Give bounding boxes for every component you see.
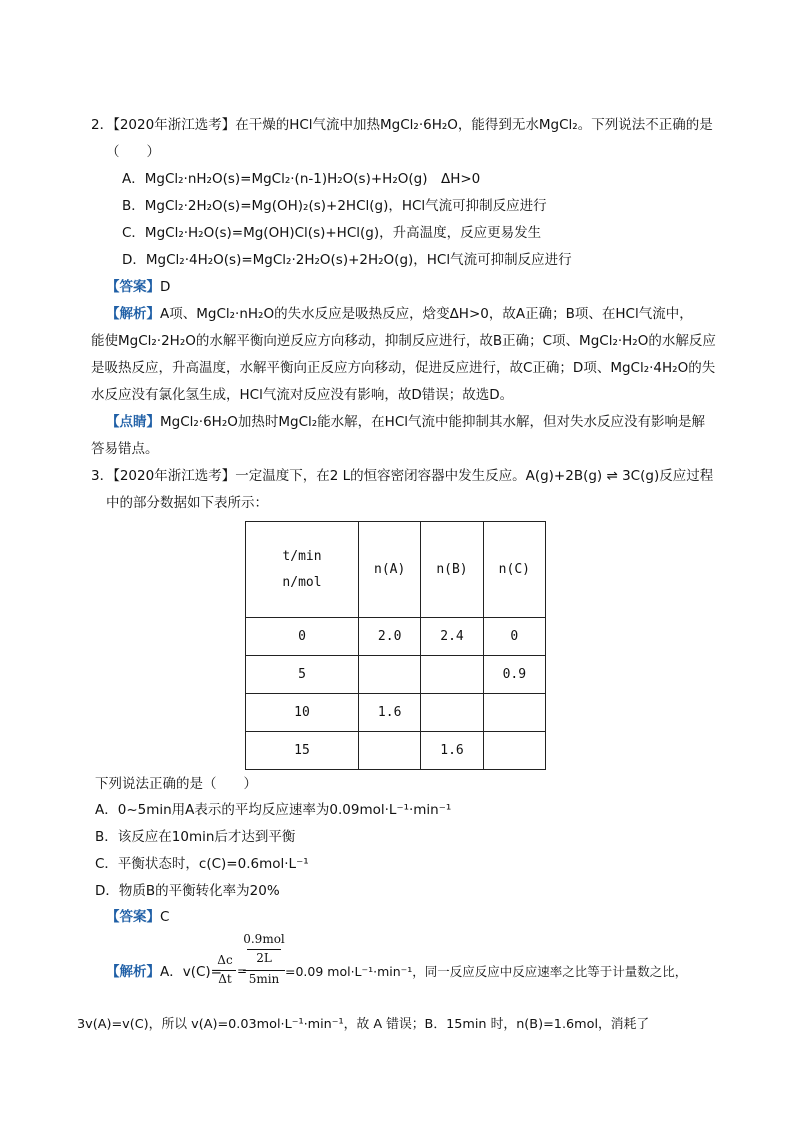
answer-tag: 【答案】 (106, 279, 160, 295)
q2-answer (106, 278, 170, 296)
q2-analysis-line-4: 水反应没有氯化氢生成，HCl气流对反应没有影响，故D错误；故选D。 (91, 387, 514, 403)
q2-point-line-2: 答易错点。 (91, 441, 159, 457)
fraction-bar (214, 970, 236, 971)
table-cell (483, 694, 545, 732)
table-cell (483, 732, 545, 770)
q2-option-d: D．MgCl₂·4H₂O(s)=MgCl₂·2H₂O(s)+2H₂O(g)，HCl气流可抑制反应进行 (122, 252, 572, 268)
q3-question: 下列说法正确的是（ ） (95, 776, 257, 792)
inner-fraction-bar (247, 949, 281, 950)
table-row (246, 694, 546, 732)
header-amount: n/mol (282, 574, 322, 590)
q3-option-c: C．平衡状态时，c(C)=0.6mol·L⁻¹ (95, 856, 309, 872)
table-cell (359, 656, 421, 694)
q3-option-a: A．0~5min用A表示的平均反应速率为0.09mol·L⁻¹·min⁻¹ (95, 802, 452, 818)
point-text: MgCl₂·6H₂O加热时MgCl₂能水解，在HCl气流中能抑制其水解，但对失水反应没有影响是解 (160, 414, 706, 430)
q2-title: 2．【2020年浙江选考】在干燥的HCl气流中加热MgCl₂·6H₂O，能得到无水MgCl₂。下列说法不正确的是 (91, 117, 713, 133)
q2-option-a: A．MgCl₂·nH₂O(s)=MgCl₂·(n-1)H₂O(s)+H₂O(g) ΔH>0 (122, 171, 481, 187)
table-cell: 1.6 (421, 732, 483, 770)
q2-option-c: C．MgCl₂·H₂O(s)=Mg(OH)Cl(s)+HCl(g)，升高温度，反应更易发生 (122, 225, 542, 241)
data-table (245, 521, 546, 770)
table-cell: 0.9 (483, 656, 545, 694)
equals-sign: = (237, 964, 248, 978)
compound-numerator-bottom: 2L (256, 951, 272, 965)
q3-analysis-start (106, 963, 222, 981)
point-tag: 【点睛】 (106, 414, 160, 430)
q2-option-b: B．MgCl₂·2H₂O(s)=Mg(OH)₂(s)+2HCl(g)，HCl气流可抑制反应进行 (122, 198, 547, 214)
table-cell (421, 656, 483, 694)
header-nC: n(C) (483, 522, 545, 618)
table-cell: 10 (246, 694, 359, 732)
analysis-text: A项、MgCl₂·nH₂O的失水反应是吸热反应，焓变ΔH>0，故A正确；B项、在HCl气流中， (160, 306, 693, 322)
q2-analysis-line-1 (106, 305, 693, 323)
table-cell: 15 (246, 732, 359, 770)
header-nB: n(B) (421, 522, 483, 618)
answer-tag: 【答案】 (106, 909, 160, 925)
fraction-denominator: Δt (218, 972, 232, 986)
outer-fraction-bar (243, 970, 285, 971)
table-cell (421, 694, 483, 732)
table-row (246, 656, 546, 694)
table-row (246, 732, 546, 770)
table-cell (359, 732, 421, 770)
q3-option-d: D．物质B的平衡转化率为20% (95, 883, 280, 899)
table-cell: 2.0 (359, 618, 421, 656)
q3-option-b: B．该反应在10min后才达到平衡 (95, 829, 296, 845)
table-header-corner (246, 522, 359, 618)
q2-analysis-line-3: 是吸热反应，升高温度，水解平衡向正反应方向移动，促进反应进行，故C正确；D项、MgCl₂·4H₂O的失 (91, 360, 716, 376)
compound-denominator: 5min (248, 972, 280, 986)
compound-numerator-top: 0.9mol (243, 932, 285, 946)
q2-paren: （ ） (106, 144, 160, 160)
analysis-prefix: A．v(C)= (160, 964, 222, 980)
table-cell: 1.6 (359, 694, 421, 732)
table-row (246, 618, 546, 656)
q3-answer (106, 908, 169, 926)
q2-analysis-line-2: 能使MgCl₂·2H₂O的水解平衡向逆反应方向移动，抑制反应进行，故B正确；C项、MgCl₂·H₂O的水解反应 (91, 333, 716, 349)
fraction-numerator: Δc (217, 953, 233, 967)
header-nA: n(A) (359, 522, 421, 618)
table-cell: 5 (246, 656, 359, 694)
answer-value: C (160, 909, 170, 925)
table-header-row (246, 522, 546, 618)
q3-title: 3．【2020年浙江选考】一定温度下，在2 L的恒容密闭容器中发生反应。A(g)+2B(g) ⇌ 3C(g)反应过程 (91, 468, 714, 484)
analysis-tag: 【解析】 (106, 964, 160, 980)
table-cell: 0 (483, 618, 545, 656)
q2-point-line-1 (106, 413, 705, 431)
header-time: t/min (282, 548, 322, 564)
analysis-tag: 【解析】 (106, 306, 160, 322)
table-cell: 0 (246, 618, 359, 656)
q3-analysis-last: 3v(A)=v(C)，所以 v(A)=0.03mol·L⁻¹·min⁻¹，故 A 错误；B．15min 时，n(B)=1.6mol，消耗了 (77, 1017, 650, 1032)
analysis-suffix: =0.09 mol·L⁻¹·min⁻¹，同一反应反应中反应速率之比等于计量数之比， (285, 964, 688, 979)
q3-title-2: 中的部分数据如下表所示： (106, 495, 268, 511)
table-cell: 2.4 (421, 618, 483, 656)
answer-value: D (160, 279, 171, 295)
